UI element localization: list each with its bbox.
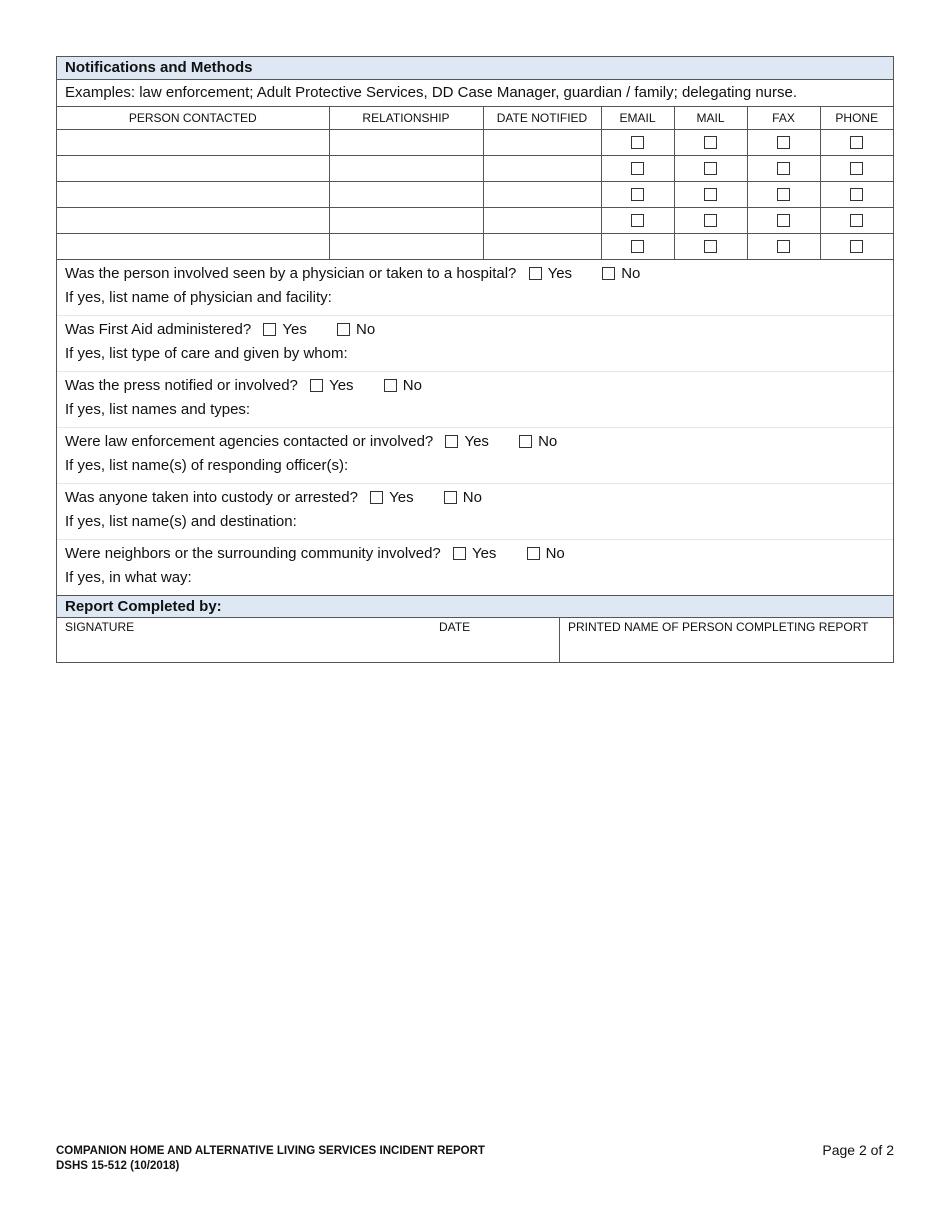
email-checkbox[interactable] <box>631 214 644 227</box>
col-relationship: RELATIONSHIP <box>329 107 483 130</box>
col-date-notified: DATE NOTIFIED <box>483 107 601 130</box>
question-custody <box>57 484 893 540</box>
person-contacted-field[interactable] <box>57 208 329 234</box>
signature-label: SIGNATURE <box>65 620 135 634</box>
question-text: Were law enforcement agencies contacted or involved? <box>65 433 434 450</box>
col-email: EMAIL <box>601 107 674 130</box>
question-text: Was First Aid administered? <box>65 321 252 338</box>
col-fax: FAX <box>747 107 820 130</box>
date-notified-field[interactable] <box>483 156 601 182</box>
fax-checkbox[interactable] <box>777 136 790 149</box>
question-press <box>57 372 893 428</box>
question-text: Was anyone taken into custody or arrested? <box>65 489 358 506</box>
report-completed-header: Report Completed by: <box>57 596 893 618</box>
date-notified-field[interactable] <box>483 208 601 234</box>
col-person-contacted: PERSON CONTACTED <box>57 107 329 130</box>
page-number: Page 2 of 2 <box>822 1142 894 1158</box>
table-row <box>57 156 893 182</box>
person-contacted-field[interactable] <box>57 234 329 260</box>
date-notified-field[interactable] <box>483 182 601 208</box>
relationship-field[interactable] <box>329 156 483 182</box>
date-notified-field[interactable] <box>483 234 601 260</box>
mail-checkbox[interactable] <box>704 136 717 149</box>
person-contacted-field[interactable] <box>57 156 329 182</box>
yes-label: Yes <box>282 321 307 338</box>
email-checkbox[interactable] <box>631 162 644 175</box>
no-label: No <box>621 265 641 282</box>
no-checkbox[interactable] <box>519 435 532 448</box>
phone-checkbox[interactable] <box>850 214 863 227</box>
no-checkbox[interactable] <box>384 379 397 392</box>
no-checkbox[interactable] <box>444 491 457 504</box>
followup-field[interactable]: If yes, list names and types: <box>65 401 251 418</box>
date-notified-field[interactable] <box>483 130 601 156</box>
col-mail: MAIL <box>674 107 747 130</box>
printed-name-field[interactable] <box>560 618 893 662</box>
mail-checkbox[interactable] <box>704 162 717 175</box>
email-checkbox[interactable] <box>631 136 644 149</box>
yes-checkbox[interactable] <box>445 435 458 448</box>
email-checkbox[interactable] <box>631 188 644 201</box>
yes-label: Yes <box>389 489 414 506</box>
no-label: No <box>402 377 422 394</box>
question-text: Were neighbors or the surrounding community involved? <box>65 545 441 562</box>
followup-field[interactable]: If yes, list type of care and given by whom: <box>65 345 348 362</box>
fax-checkbox[interactable] <box>777 162 790 175</box>
question-physician <box>57 260 893 316</box>
yes-checkbox[interactable] <box>263 323 276 336</box>
no-label: No <box>538 433 558 450</box>
yes-label: Yes <box>464 433 489 450</box>
yes-checkbox[interactable] <box>453 547 466 560</box>
person-contacted-field[interactable] <box>57 182 329 208</box>
phone-checkbox[interactable] <box>850 162 863 175</box>
question-text: Was the press notified or involved? <box>65 377 298 394</box>
no-checkbox[interactable] <box>337 323 350 336</box>
table-header-row <box>57 107 893 130</box>
mail-checkbox[interactable] <box>704 188 717 201</box>
notifications-examples: Examples: law enforcement; Adult Protective Services, DD Case Manager, guardian / family; delegating nurse. <box>57 80 893 107</box>
question-first-aid <box>57 316 893 372</box>
relationship-field[interactable] <box>329 130 483 156</box>
table-row <box>57 130 893 156</box>
footer-title: COMPANION HOME AND ALTERNATIVE LIVING SERVICES INCIDENT REPORT <box>56 1145 485 1157</box>
question-neighbors <box>57 540 893 596</box>
mail-checkbox[interactable] <box>704 214 717 227</box>
fax-checkbox[interactable] <box>777 240 790 253</box>
relationship-field[interactable] <box>329 208 483 234</box>
phone-checkbox[interactable] <box>850 188 863 201</box>
email-checkbox[interactable] <box>631 240 644 253</box>
question-law-enforcement <box>57 428 893 484</box>
followup-field[interactable]: If yes, in what way: <box>65 569 192 586</box>
yes-checkbox[interactable] <box>310 379 323 392</box>
no-label: No <box>545 545 565 562</box>
table-row <box>57 208 893 234</box>
table-row <box>57 234 893 260</box>
notifications-table <box>57 107 893 260</box>
yes-checkbox[interactable] <box>529 267 542 280</box>
printed-name-label: PRINTED NAME OF PERSON COMPLETING REPORT <box>568 620 869 634</box>
no-label: No <box>462 489 482 506</box>
followup-field[interactable]: If yes, list name of physician and facility: <box>65 289 332 306</box>
notifications-header: Notifications and Methods <box>57 57 893 80</box>
signature-field[interactable] <box>57 618 560 662</box>
yes-label: Yes <box>471 545 497 562</box>
fax-checkbox[interactable] <box>777 214 790 227</box>
followup-field[interactable]: If yes, list name(s) and destination: <box>65 513 297 530</box>
no-label: No <box>356 321 376 338</box>
yes-label: Yes <box>547 265 573 282</box>
col-phone: PHONE <box>820 107 893 130</box>
footer-form-info <box>56 1144 485 1174</box>
phone-checkbox[interactable] <box>850 240 863 253</box>
followup-field[interactable]: If yes, list name(s) of responding officer(s): <box>65 457 349 474</box>
table-row <box>57 182 893 208</box>
yes-checkbox[interactable] <box>370 491 383 504</box>
question-text: Was the person involved seen by a physician or taken to a hospital? <box>65 265 517 282</box>
incident-report-form <box>56 56 894 663</box>
relationship-field[interactable] <box>329 182 483 208</box>
fax-checkbox[interactable] <box>777 188 790 201</box>
mail-checkbox[interactable] <box>704 240 717 253</box>
relationship-field[interactable] <box>329 234 483 260</box>
no-checkbox[interactable] <box>602 267 615 280</box>
no-checkbox[interactable] <box>527 547 540 560</box>
phone-checkbox[interactable] <box>850 136 863 149</box>
person-contacted-field[interactable] <box>57 130 329 156</box>
signature-row <box>57 618 893 662</box>
footer-form-number: DSHS 15-512 (10/2018) <box>56 1160 180 1172</box>
date-label: DATE <box>439 620 471 634</box>
yes-label: Yes <box>329 377 354 394</box>
